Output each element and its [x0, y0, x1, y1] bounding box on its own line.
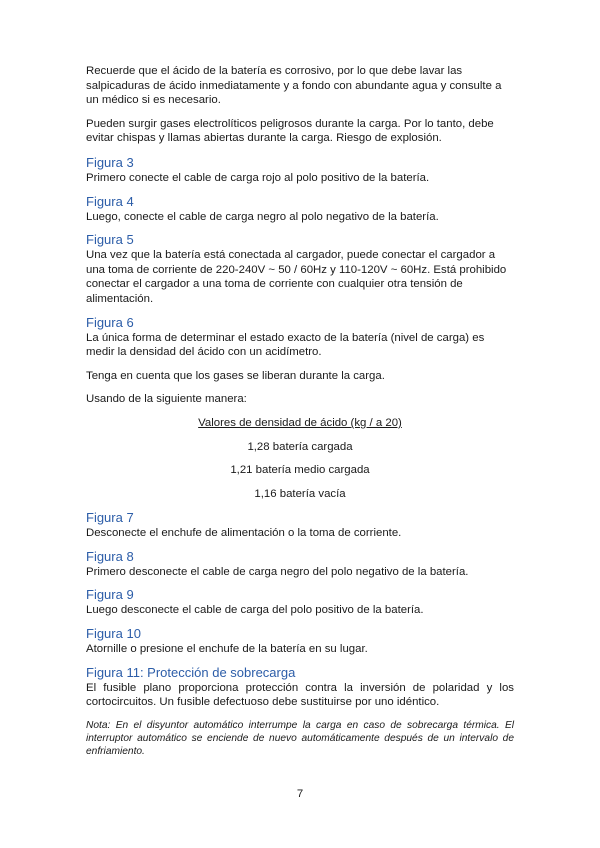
figure-11-text: El fusible plano proporciona protección contra la inversión de polaridad y los cortocircuitos. Un fusible defectuoso debe sustituirse por uno idéntico.	[86, 681, 514, 709]
figure-9-section	[86, 587, 514, 618]
density-table-header: Valores de densidad de ácido (kg / a 20)	[198, 416, 402, 429]
figure-6-heading: Figura 6	[86, 314, 134, 330]
density-row-half: 1,21 batería medio cargada	[230, 464, 370, 477]
figure-8-section	[86, 549, 514, 580]
figure-8-text: Primero desconecte el cable de carga negro del polo negativo de la batería.	[86, 565, 469, 578]
figure-10-text: Atornille o presione el enchufe de la batería en su lugar.	[86, 643, 368, 656]
figure-7-section	[86, 510, 514, 541]
figure-3-heading: Figura 3	[86, 154, 134, 170]
page-number: 7	[296, 788, 304, 800]
figure-4-section	[86, 194, 514, 225]
figure-11-section	[86, 665, 514, 758]
overload-note: Nota: En el disyuntor automático interrumpe la carga en caso de sobrecarga térmica. El interruptor automático se enciende de nuevo automáticamente después de un intervalo de enfriamiento.	[86, 719, 514, 757]
acid-warning-paragraph: Recuerde que el ácido de la batería es corrosivo, por lo que debe lavar las salpicaduras de ácido inmediatamente y a fondo con abundante agua y consulte a un médico si es necesario.	[86, 65, 502, 107]
page-content	[86, 64, 514, 766]
figure-9-heading: Figura 9	[86, 587, 134, 603]
figure-7-heading: Figura 7	[86, 510, 134, 526]
gas-release-note: Tenga en cuenta que los gases se liberan durante la carga.	[86, 369, 385, 382]
figure-10-heading: Figura 10	[86, 626, 141, 642]
usage-intro: Usando de la siguiente manera:	[86, 393, 247, 406]
figure-11-heading: Figura 11: Protección de sobrecarga	[86, 664, 296, 680]
figure-6-section	[86, 315, 514, 502]
gas-warning-paragraph: Pueden surgir gases electrolíticos peligrosos durante la carga. Por lo tanto, debe evitar chispas y llamas abiertas durante la carga. Riesgo de explosión.	[86, 117, 494, 145]
figure-10-section	[86, 626, 514, 657]
figure-4-text: Luego, conecte el cable de carga negro al polo negativo de la batería.	[86, 210, 439, 223]
figure-9-text: Luego desconecte el cable de carga del polo positivo de la batería.	[86, 604, 424, 617]
figure-3-text: Primero conecte el cable de carga rojo al polo positivo de la batería.	[86, 171, 430, 184]
density-row-charged: 1,28 batería cargada	[247, 440, 353, 453]
density-table	[86, 416, 514, 501]
density-row-empty: 1,16 batería vacía	[254, 487, 346, 500]
figure-3-section	[86, 155, 514, 186]
figure-4-heading: Figura 4	[86, 193, 134, 209]
figure-8-heading: Figura 8	[86, 548, 134, 564]
figure-5-heading: Figura 5	[86, 232, 134, 248]
figure-7-text: Desconecte el enchufe de alimentación o la toma de corriente.	[86, 527, 402, 540]
figure-5-section	[86, 232, 514, 306]
figure-6-text: La única forma de determinar el estado exacto de la batería (nivel de carga) es medir la densidad del ácido con un acidímetro.	[86, 331, 485, 359]
figure-5-text: Una vez que la batería está conectada al cargador, puede conectar el cargador a una toma de corriente de 220-240V ~ 50 / 60Hz y 110-120V ~ 60Hz. Está prohibido conectar el cargador a una toma de corriente con cualquier otra tensión de alimentación.	[86, 249, 507, 305]
